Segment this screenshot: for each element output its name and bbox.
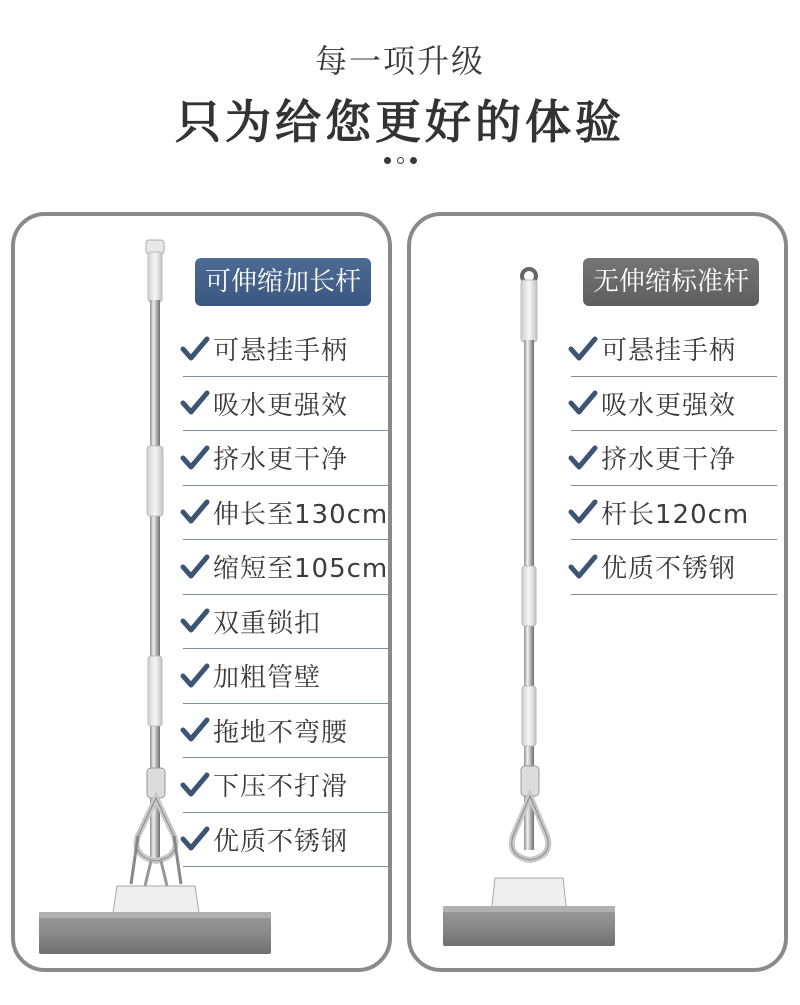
feature-item — [183, 322, 389, 377]
feature-label: 吸水更强效 — [601, 390, 737, 421]
checkmark-icon — [177, 767, 213, 803]
feature-label: 挤水更干净 — [213, 445, 349, 476]
feature-item — [183, 758, 389, 813]
feature-item — [183, 649, 389, 704]
telescopic-pole-tag: 可伸缩加长杆 — [195, 258, 371, 306]
feature-label: 吸水更强效 — [213, 390, 349, 421]
feature-item — [571, 322, 777, 377]
checkmark-icon — [177, 712, 213, 748]
dot-icon — [384, 157, 391, 164]
checkmark-icon — [177, 821, 213, 857]
feature-item — [183, 540, 389, 595]
feature-item — [183, 486, 389, 541]
feature-label: 加粗管壁 — [213, 663, 322, 694]
feature-item — [183, 704, 389, 759]
heading-subtitle: 每一项升级 — [314, 42, 485, 80]
checkmark-icon — [565, 440, 601, 476]
heading-title: 只为给您更好的体验 — [175, 95, 625, 149]
feature-item — [183, 431, 389, 486]
feature-label: 缩短至105cm — [213, 554, 389, 585]
feature-label: 优质不锈钢 — [213, 826, 349, 857]
standard-pole-tag: 无伸缩标准杆 — [583, 258, 759, 306]
checkmark-icon — [177, 385, 213, 421]
feature-label: 可悬挂手柄 — [213, 336, 349, 367]
feature-label: 杆长120cm — [601, 499, 750, 530]
feature-label: 伸长至130cm — [213, 499, 389, 530]
checkmark-icon — [565, 549, 601, 585]
checkmark-icon — [565, 331, 601, 367]
telescopic-mop-card — [11, 212, 392, 972]
standard-feature-list — [571, 322, 777, 595]
telescopic-feature-list — [183, 322, 389, 867]
feature-item — [183, 813, 389, 868]
feature-label: 拖地不弯腰 — [213, 717, 349, 748]
dot-hollow-icon — [397, 157, 404, 164]
checkmark-icon — [177, 440, 213, 476]
feature-item — [183, 377, 389, 432]
standard-mop-card — [407, 212, 788, 972]
feature-item — [571, 540, 777, 595]
feature-item — [183, 595, 389, 650]
feature-item — [571, 486, 777, 541]
feature-label: 下压不打滑 — [213, 772, 349, 803]
checkmark-icon — [565, 385, 601, 421]
checkmark-icon — [177, 658, 213, 694]
checkmark-icon — [177, 331, 213, 367]
feature-label: 优质不锈钢 — [601, 554, 737, 585]
feature-label: 双重锁扣 — [213, 608, 322, 639]
feature-label: 可悬挂手柄 — [601, 336, 737, 367]
pager-dots — [0, 157, 800, 164]
feature-item — [571, 431, 777, 486]
checkmark-icon — [177, 603, 213, 639]
checkmark-icon — [177, 494, 213, 530]
checkmark-icon — [177, 549, 213, 585]
checkmark-icon — [565, 494, 601, 530]
dot-icon — [410, 157, 417, 164]
feature-label: 挤水更干净 — [601, 445, 737, 476]
feature-item — [571, 377, 777, 432]
